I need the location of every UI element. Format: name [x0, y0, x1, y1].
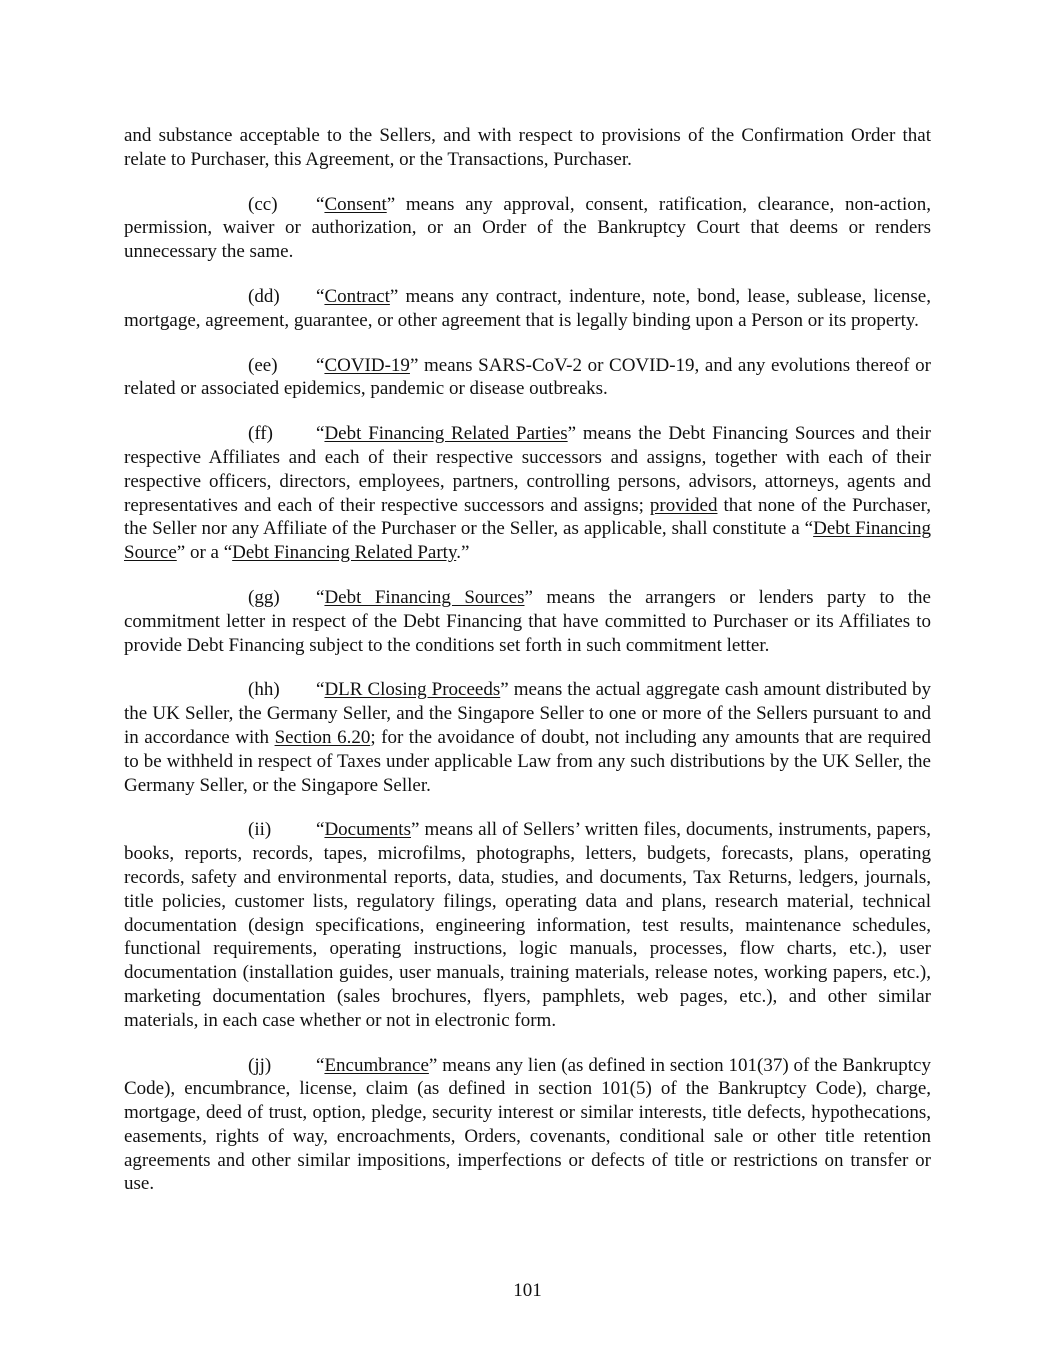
definition-debt-financing-related-parties — [124, 422, 931, 565]
definition-covid-19 — [124, 354, 931, 402]
defined-term: Debt Financing Related Parties — [324, 423, 568, 445]
defined-term: Documents — [324, 819, 411, 841]
definition-encumbrance — [124, 1054, 931, 1197]
defined-term: Contract — [324, 285, 390, 307]
definition-number: (ee) — [248, 354, 278, 376]
definition-number: (hh) — [248, 679, 280, 701]
proviso-term: provided — [649, 494, 718, 516]
definition-contract — [124, 285, 931, 333]
definition-body: ” means the Debt Financing Sources and their respective Affiliates and each of their respective successors and assigns, together with each of their respective officers, directors, employees, partners, controlling persons, advisors, attorneys, agents and representatives and each of their respective successors and assigns; — [124, 423, 932, 516]
definition-body: ” means any lien (as defined in section 101(37) of the Bankruptcy Code), encumbrance, license, claim (as defined in section 101(5) of the Bankruptcy Code), charge, mortgage, deed of trust, option, pledge, security interest or similar interests, title defects, hypothecations, easements, rights of way, encroachments, Orders, covenants, conditional sale or other title retention agreements and other similar impositions, imperfections or defects of title or restrictions on transfer or use. — [124, 1054, 931, 1195]
definition-number: (dd) — [248, 285, 280, 307]
definition-body-continued: ; for the avoidance of doubt, not including any amounts that are required to be withheld in respect of Taxes under applicable Law from any such distributions by the UK Seller, the Germany Seller, or the Singapore Seller. — [124, 726, 931, 796]
definition-body: ” means the actual aggregate cash amount distributed by the UK Seller, the Germany Seller, and the Singapore Seller to one or more of the Sellers pursuant to and in accordance with — [124, 679, 931, 748]
open-quote: “ — [316, 1054, 325, 1076]
definition-body: ” means any contract, indenture, note, bond, lease, sublease, license, mortgage, agreement, guarantee, or other agreement that is legally binding upon a Person or its property. — [124, 285, 931, 331]
open-quote: “ — [316, 679, 325, 701]
open-quote: “ — [316, 354, 325, 376]
connector-text: ” or a “ — [176, 542, 233, 564]
definition-body: ” means the arrangers or lenders party to the commitment letter in respect of the Debt Financing that have committed to Purchaser or its Affiliates to provide Debt Financing subject to the conditions set forth in such commitment letter. — [124, 586, 931, 656]
definition-number: (ii) — [248, 819, 272, 841]
defined-term: Encumbrance — [324, 1054, 429, 1076]
definition-body: ” means all of Sellers’ written files, documents, instruments, papers, books, reports, records, tapes, microfilms, photographs, letters, budgets, forecasts, plans, operating records, safety and environmental reports, data, studies, and documents, Tax Returns, ledgers, journals, title policies, customer lists, regulatory filings, operating data and plans, research material, technical documentation (design specifications, engineering information, test results, maintenance schedules, functional requirements, operating instructions, logic manuals, processes, flow charts, etc.), user documentation (installation guides, user manuals, training materials, release notes, working papers, etc.), marketing documentation (sales brochures, flyers, pamphlets, web pages, etc.), and other similar materials, in each case whether or not in electronic form. — [124, 819, 931, 1031]
open-quote: “ — [316, 819, 325, 841]
open-quote: “ — [316, 193, 325, 215]
defined-term: DLR Closing Proceeds — [324, 679, 501, 701]
definition-number: (gg) — [248, 586, 280, 608]
page-number: 101 — [513, 1280, 542, 1301]
open-quote: “ — [316, 285, 325, 307]
cross-reference-term: Debt Financing Related Party — [232, 542, 457, 564]
definition-documents — [124, 818, 931, 1032]
defined-term: COVID-19 — [324, 354, 410, 376]
definition-debt-financing-sources — [124, 586, 931, 657]
cross-reference-term: Debt Financing Source — [124, 518, 931, 564]
defined-term: Debt Financing Sources — [324, 586, 525, 608]
definition-number: (ff) — [248, 423, 273, 445]
defined-term: Consent — [324, 193, 387, 215]
definition-consent — [124, 193, 931, 264]
closing-text: .” — [456, 542, 470, 564]
proviso-text: that none of the Purchaser, the Seller nor any Affiliate of the Purchaser or the Seller, as applicable, shall constitute a “ — [124, 494, 931, 540]
definition-body: ” means SARS-CoV-2 or COVID-19, and any evolutions thereof or related or associated epidemics, pandemic or disease outbreaks. — [124, 354, 931, 400]
intro-paragraph: and substance acceptable to the Sellers, and with respect to provisions of the Confirmation Order that relate to Purchaser, this Agreement, or the Transactions, Purchaser. — [124, 125, 931, 170]
open-quote: “ — [316, 423, 325, 445]
definition-number: (cc) — [248, 193, 278, 215]
definition-body: ” means any approval, consent, ratification, clearance, non-action, permission, waiver or authorization, or an Order of the Bankruptcy Court that deems or renders unnecessary the same. — [124, 193, 931, 263]
section-reference: Section 6.20 — [274, 726, 371, 748]
open-quote: “ — [316, 586, 325, 608]
definition-dlr-closing-proceeds — [124, 678, 931, 797]
definition-number: (jj) — [248, 1054, 272, 1076]
document-page — [124, 124, 931, 1217]
